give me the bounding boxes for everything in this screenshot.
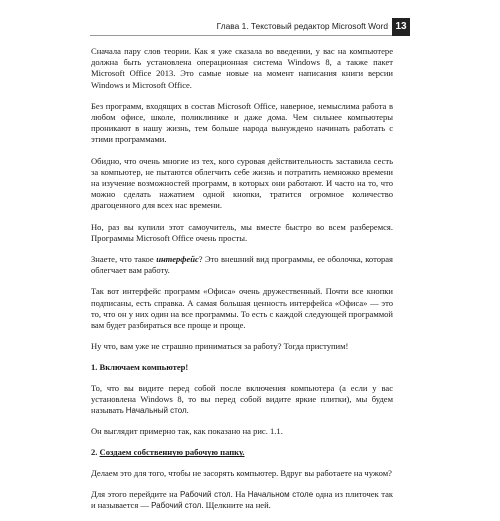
term-start-screen: Начальный стол bbox=[125, 406, 187, 416]
running-header bbox=[0, 18, 500, 36]
step-1-heading: 1. Включаем компьютер! bbox=[91, 362, 189, 373]
term-start-screen-loc: Начальном столе bbox=[247, 489, 314, 499]
paragraph-start: Ну что, вам уже не страшно приниматься за работу? Тогда приступим! bbox=[91, 341, 349, 352]
term-desktop-tile: Рабочий стол bbox=[151, 501, 202, 511]
step-2-text: Создаем собственную рабочую папку. bbox=[99, 447, 245, 458]
text-run: . На bbox=[230, 488, 248, 499]
paragraph-intro: Сначала пару слов теории. Как я уже сказала во введении, у вас на компьютере должна быть установлена операционная система Windows 8, а также пакет Microsoft Office 2013. Это самые новые на момент написания книги версии Windows и Microsoft Office. bbox=[91, 46, 393, 90]
text-run: . bbox=[186, 405, 189, 416]
paragraph-folder-reason: Делаем это для того, чтобы не засорять компьютер. Вдруг вы работаете на чужом? bbox=[91, 467, 392, 478]
page-number: 13 bbox=[392, 18, 410, 36]
chapter-title: Глава 1. Текстовый редактор Microsoft Word bbox=[216, 21, 388, 31]
step-2-heading bbox=[91, 447, 393, 458]
paragraph-desktop bbox=[91, 489, 393, 511]
text-run: То, что вы видите перед собой после включения компьютера (а если у вас установлена Windows 8, то вы перед собой видите яркие плитки), мы будем называть bbox=[91, 382, 393, 416]
paragraph-time-waste: Обидно, что очень многие из тех, кого суровая действительность заставила сесть за компьютер, не пытаются облегчить себе жизнь и потратить немножко времени на изучение возможностей программ, в которых они работают. И часто на то, что можно сделать нажатием одной кнопки, тратится огромное количество драгоценного для всех нас времени. bbox=[91, 155, 393, 211]
paragraph-friendly-interface: Так вот интерфейс программ «Офиса» очень дружественный. Почти все кнопки подписаны, есть справка. А самая большая ценность интерфейса «Офиса» — это то, что он у них один на все программы. То есть с каждой следующей программой вам будет разбираться все проще и проще. bbox=[91, 286, 393, 331]
text-run: одна из плиточек так и называется — bbox=[91, 488, 394, 511]
text-run: Знаете, что такое bbox=[91, 254, 157, 265]
text-run: . Щелкните на ней. bbox=[201, 500, 271, 511]
term-desktop: Рабочий стол bbox=[180, 489, 231, 499]
term-interface: интерфейс bbox=[156, 254, 199, 265]
paragraph-figure-ref: Он выглядит примерно так, как показано на рис. 1.1. bbox=[91, 426, 283, 437]
text-run: Для этого перейдите на bbox=[91, 488, 181, 499]
paragraph-interface bbox=[91, 254, 393, 276]
header-rule bbox=[90, 35, 392, 36]
step-2-number: 2. bbox=[91, 447, 100, 458]
page-body bbox=[91, 46, 393, 521]
text-run: ? Это внешний вид программы, ее оболочка, которая облегчает вам работу. bbox=[91, 254, 393, 276]
paragraph-office-usage: Без программ, входящих в состав Microsoft Office, наверное, немыслима работа в любом офисе, школе, поликлинике и даже дома. Чем сильнее компьютеры проникают в нашу жизнь, тем больше народа вынуждено начинать работать с этими программами. bbox=[91, 100, 393, 145]
paragraph-simple: Но, раз вы купили этот самоучитель, мы вместе быстро во всем разберемся. Программы Microsoft Office очень просты. bbox=[91, 221, 393, 243]
paragraph-start-screen bbox=[91, 383, 393, 417]
